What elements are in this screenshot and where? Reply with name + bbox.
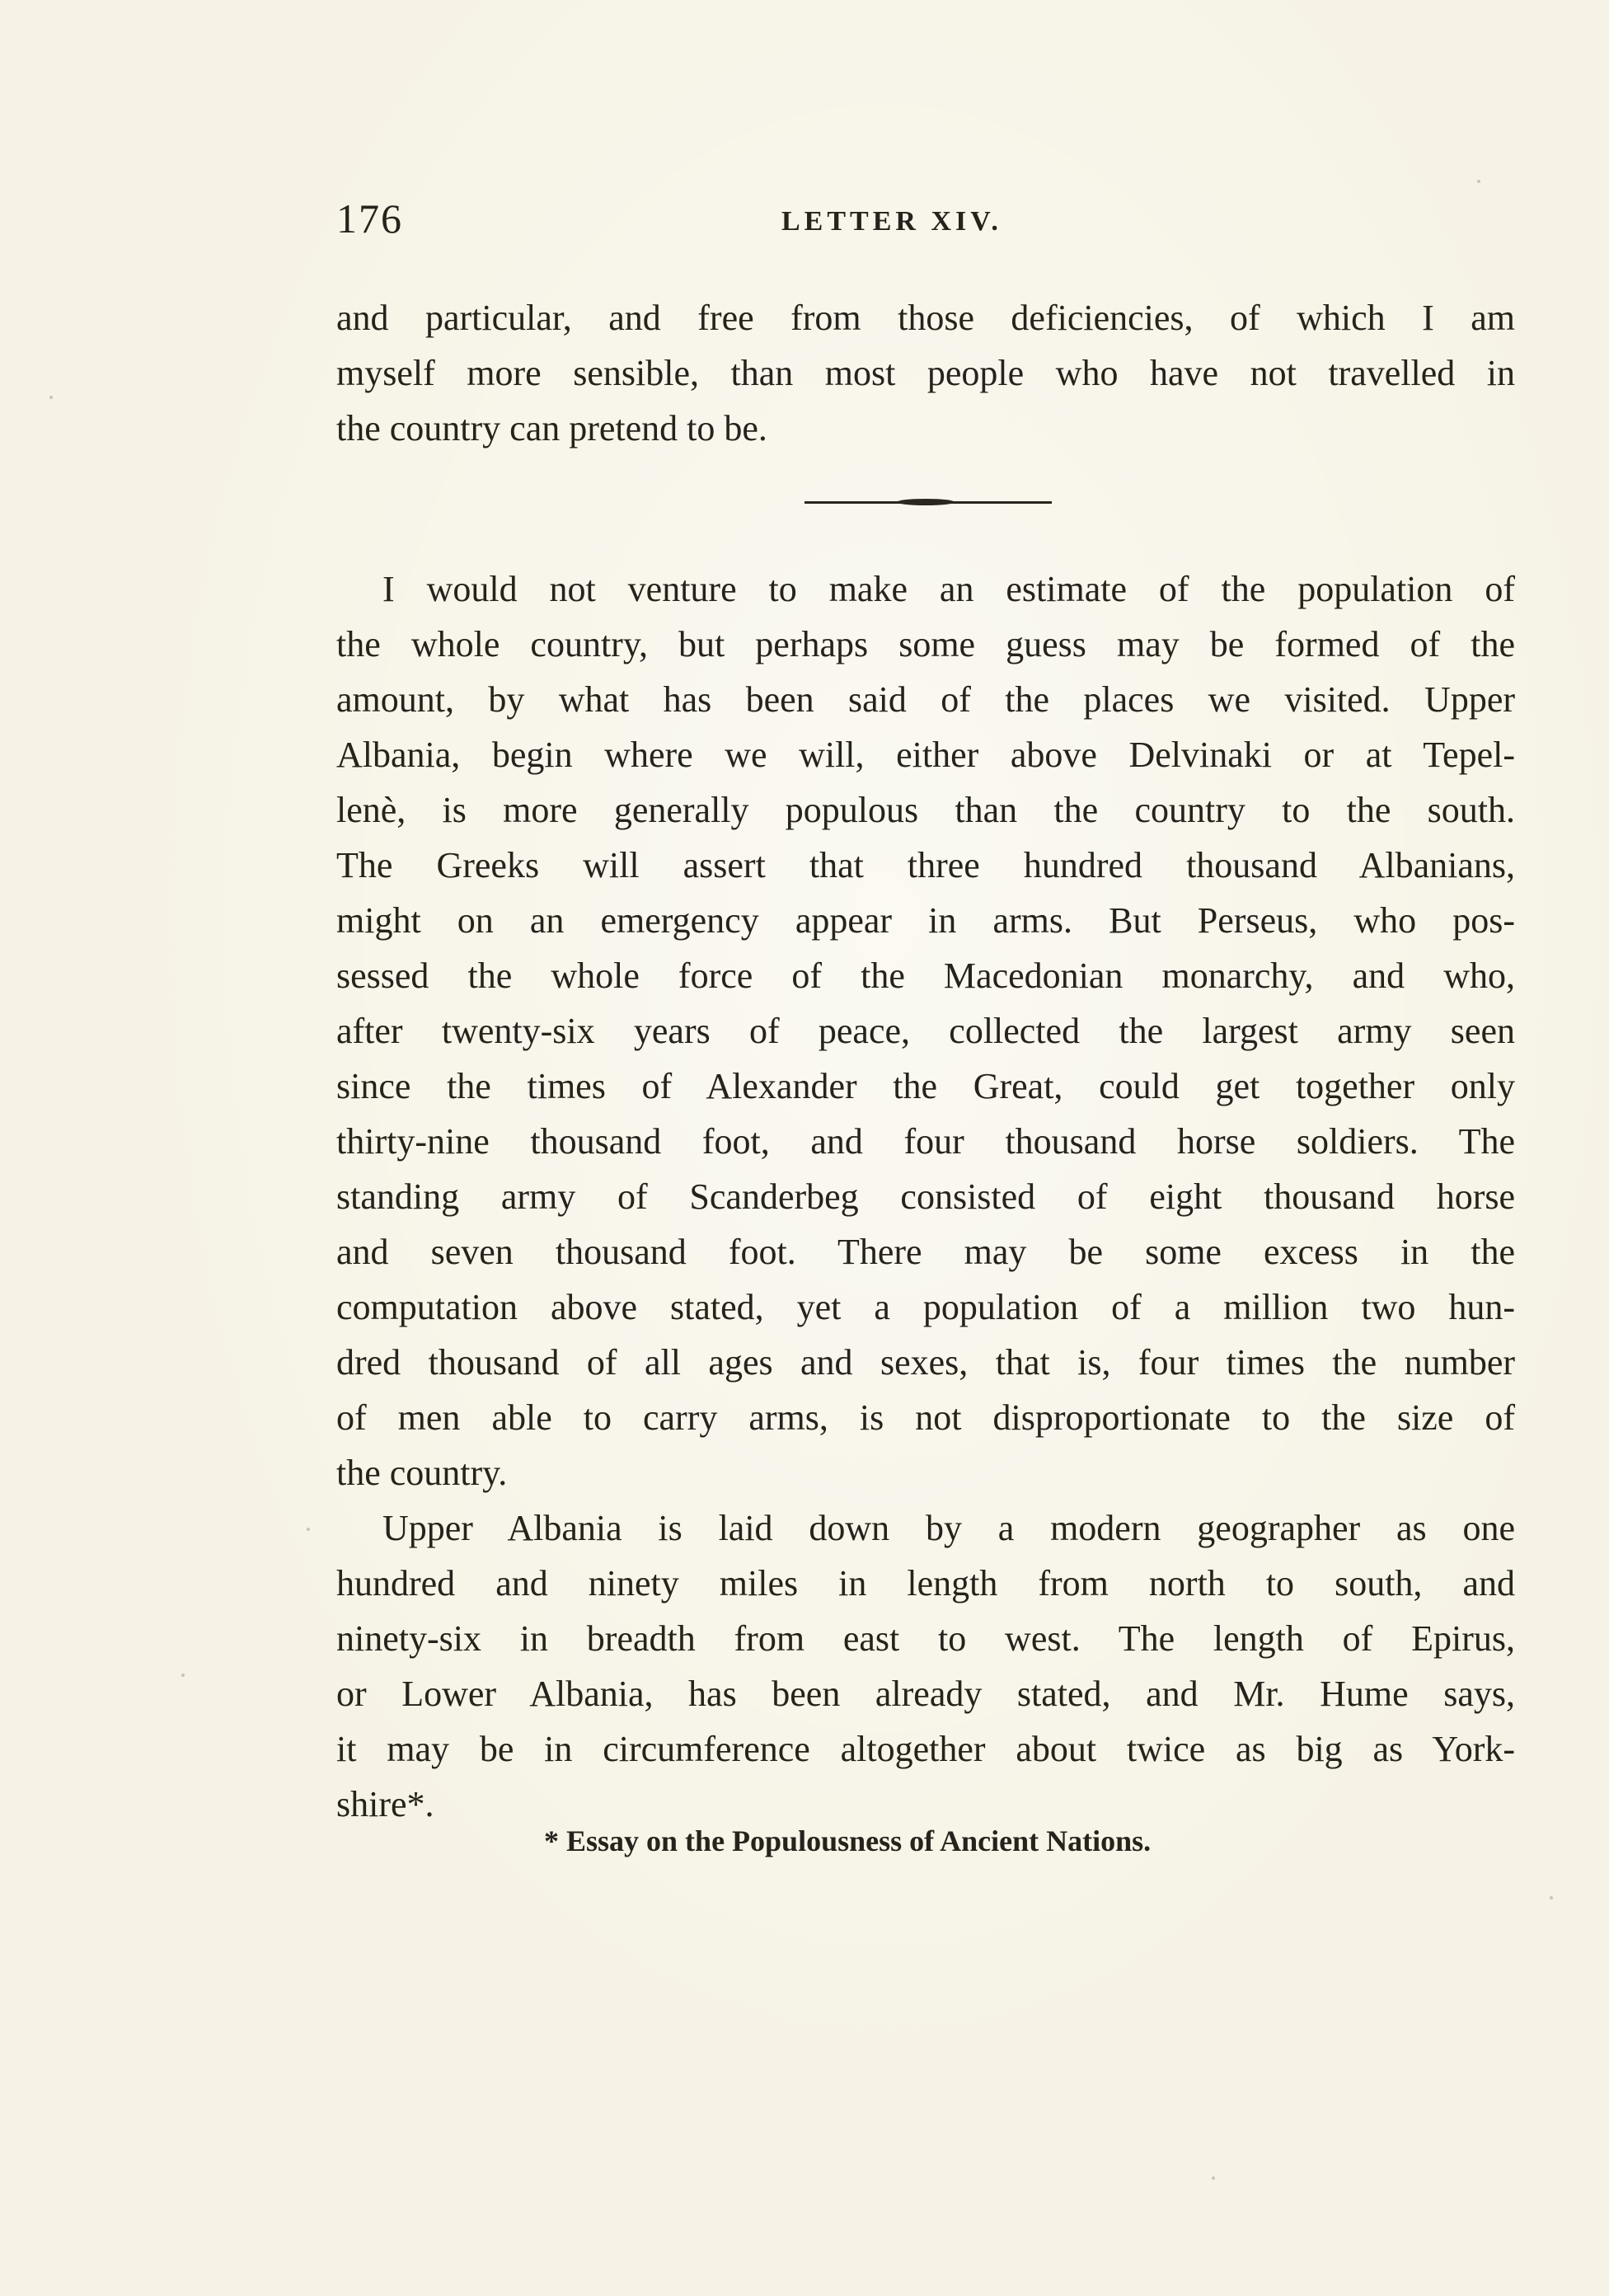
- paragraph-upper-albania: [336, 1500, 1515, 1832]
- text-line: since the times of Alexander the Great, could get together only: [336, 1066, 1515, 1106]
- text-line: sessed the whole force of the Macedonian monarchy, and who,: [336, 955, 1515, 996]
- text-line: the country.: [336, 1453, 508, 1493]
- text-line: the country can pretend to be.: [336, 408, 767, 448]
- text-line: Upper Albania is laid down by a modern geographer as one: [382, 1508, 1515, 1548]
- text-line: amount, by what has been said of the places we visited. Upper: [336, 679, 1515, 720]
- text-line: standing army of Scanderbeg consisted of eight thousand horse: [336, 1176, 1515, 1217]
- section-divider: [336, 456, 1515, 561]
- text-line: hundred and ninety miles in length from north to south, and: [336, 1563, 1515, 1603]
- footnote: * Essay on the Populousness of Ancient Nations.: [544, 1824, 1152, 1857]
- divider-ornament: [897, 499, 955, 505]
- body-text: [336, 290, 1515, 1832]
- text-line: after twenty-six years of peace, collected the largest army seen: [336, 1011, 1515, 1051]
- paragraph-continuation: [336, 290, 1515, 456]
- text-line: computation above stated, yet a population of a million two hun-: [336, 1287, 1515, 1327]
- text-line: shire*.: [336, 1784, 434, 1824]
- text-line: and seven thousand foot. There may be some excess in the: [336, 1232, 1515, 1272]
- text-line: of men able to carry arms, is not disproportionate to the size of: [336, 1397, 1515, 1438]
- text-line: or Lower Albania, has been already stated, and Mr. Hume says,: [336, 1674, 1515, 1714]
- text-line: and particular, and free from those deficiencies, of which I am: [336, 298, 1515, 338]
- text-line: might on an emergency appear in arms. But Perseus, who pos-: [336, 900, 1515, 941]
- text-line: I would not venture to make an estimate of the population of: [382, 569, 1515, 609]
- text-line: it may be in circumference altogether about twice as big as York-: [336, 1729, 1515, 1769]
- text-line: Albania, begin where we will, either above Delvinaki or at Tepel-: [336, 735, 1515, 775]
- text-line: The Greeks will assert that three hundred thousand Albanians,: [336, 845, 1515, 885]
- text-line: the whole country, but perhaps some guess may be formed of the: [336, 624, 1515, 664]
- text-line: myself more sensible, than most people who have not travelled in: [336, 353, 1515, 393]
- paragraph-population: [336, 561, 1515, 1500]
- page-header: [336, 195, 1515, 244]
- text-line: dred thousand of all ages and sexes, that is, four times the number: [336, 1342, 1515, 1383]
- page-number: 176: [336, 195, 403, 242]
- running-head: LETTER XIV.: [781, 206, 1002, 237]
- text-line: lenè, is more generally populous than the country to the south.: [336, 790, 1515, 830]
- text-line: thirty-nine thousand foot, and four thousand horse soldiers. The: [336, 1121, 1515, 1162]
- text-line: ninety-six in breadth from east to west. The length of Epirus,: [336, 1618, 1515, 1659]
